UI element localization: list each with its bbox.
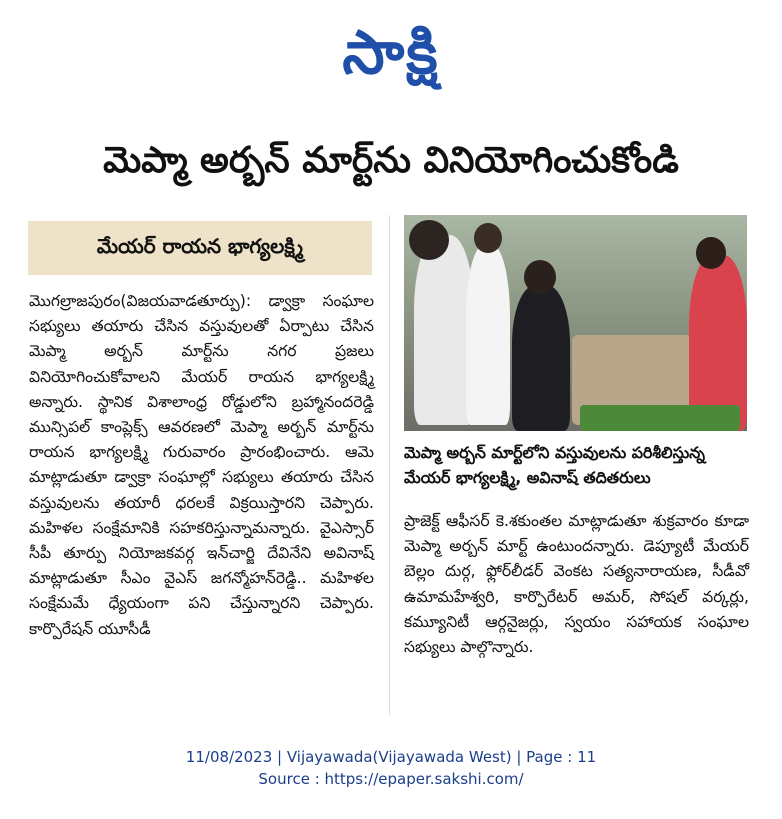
article-body-right: ప్రాజెక్ట్ ఆఫీసర్ కె.శకుంతల మాట్లాడుతూ శుక్రవారం కూడా మెప్మా అర్బన్ మార్ట్ ఉంటుందన్నారు. డెప్యూటీ మేయర్ బెల్లం దుర్గ, ఫ్లోర్‌లీడర్ వెంకట సత్యనారాయణ, సీడీవో ఉమామహేశ్వరి, కార్పొరేటర్ అమర్, సోషల్ వర్కర్లు, కమ్యూనిటీ ఆర్గనైజర్లు, స్వయం సహాయక సంఘాల సభ్యులు పాల్గొన్నారు.	[404, 512, 749, 657]
masthead-logo	[291, 18, 491, 98]
column-divider	[389, 215, 390, 715]
article-headline: మెప్మా అర్బన్ మార్ట్‌ను వినియోగించుకోండి	[103, 140, 679, 181]
footer-edition-info: 11/08/2023 | Vijayawada(Vijayawada West) | Page : 11	[185, 748, 597, 766]
photo-caption: మెప్మా అర్బన్ మార్ట్‌లోని వస్తువులను పరిశీలిస్తున్న మేయర్ భాగ్యలక్ష్మి, అవినాష్ తదితరులు	[404, 443, 705, 487]
news-photo	[404, 215, 747, 431]
footer-source-link[interactable]: Source : https://epaper.sakshi.com/	[258, 770, 524, 788]
logo-text: సాక్షి	[342, 18, 440, 88]
article-body-left: మొగల్రాజపురం(విజయవాడతూర్పు): డ్వాక్రా సంఘాల సభ్యులు తయారు చేసిన వస్తువులతో ఏర్పాటు చేసిన మెప్మా అర్బన్ మార్ట్‌ను నగర ప్రజలు వినియోగించుకోవాలని మేయర్ రాయన భాగ్యలక్ష్మి అన్నారు. స్థానిక విశాలాంధ్ర రోడ్డులోని బ్రహ్మానందరెడ్డి మున్సిపల్ కాంప్లెక్స్ ఆవరణలో మెప్మా అర్బన్ మార్ట్‌ను రాయన భాగ్యలక్ష్మి గురువారం ప్రారంభించారు. ఆమె మాట్లాడుతూ డ్వాక్రా సంఘాల్లో సభ్యులు తయారు చేసిన వస్తువులను తయారీ ధరలకే విక్రయిస్తారని చెప్పారు. మహిళల సంక్షేమానికి సహకరిస్తున్నామన్నారు. వైఎస్సార్ సీపీ తూర్పు నియోజకవర్గ ఇన్‌చార్జి దేవినేని అవినాష్ మాట్లాడుతూ సీఎం వైఎస్ జగన్మోహన్‌రెడ్డి.. మహిళల సంక్షేమమే ధ్యేయంగా పని చేస్తున్నారని చెప్పారు. కార్పొరేషన్ యూసీడీ	[29, 292, 374, 638]
article-subhead: మేయర్ రాయన భాగ్యలక్ష్మి	[28, 221, 372, 275]
